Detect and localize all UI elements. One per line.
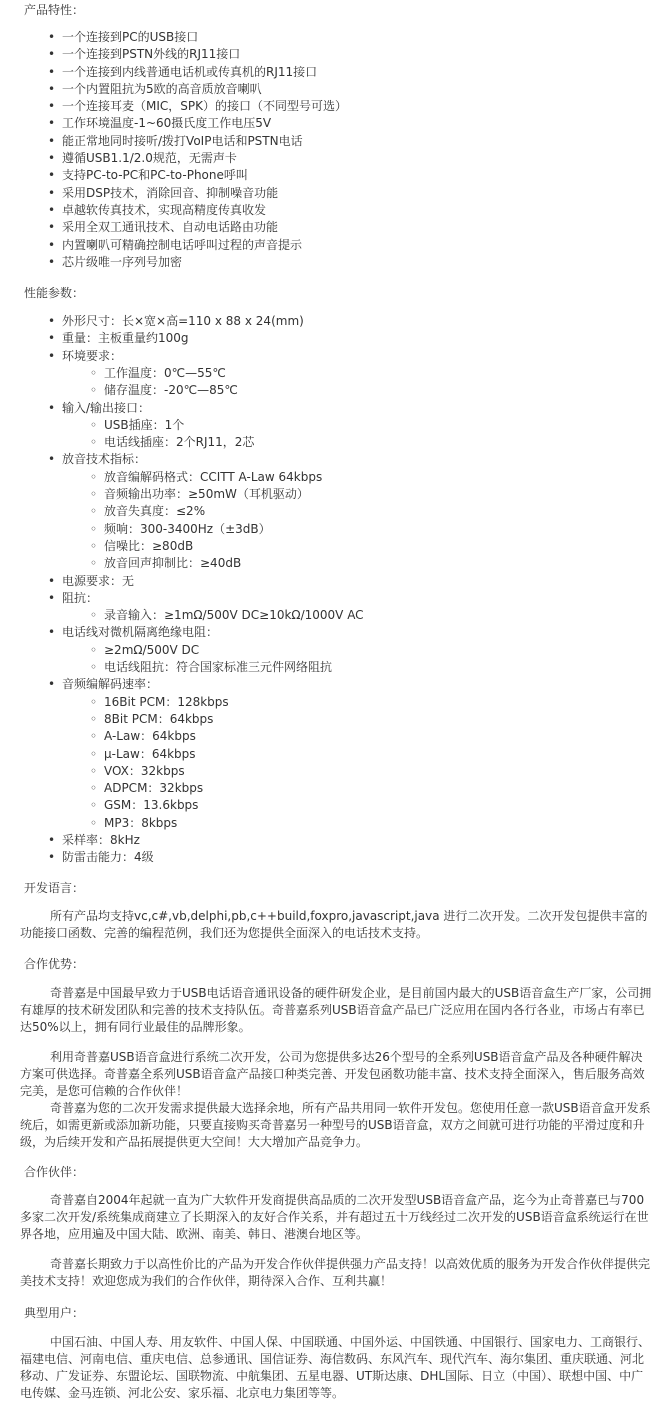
spec-item: • 输入/输出接口： bbox=[46, 400, 646, 417]
spec-subitem: ◦ μ-Law：64kbps bbox=[88, 746, 648, 763]
advantages-paragraph-2: 利用奇普嘉USB语音盒进行系统二次开发，公司为您提供多达26个型号的全系列USB语音盒产品及各种硬件解决方案可供选择。奇普嘉全系列USB语音盒产品接口种类完善、开发包函数功能丰富、技术支持全面深入，售后服务高效完美，是您可信赖的合作伙伴！ bbox=[20, 1050, 645, 1098]
spec-subitem: ◦ 电话线插座：2个RJ11，2芯 bbox=[88, 434, 648, 451]
spec-subitem: ◦ 放音失真度：≤2% bbox=[88, 503, 648, 520]
spec-subitem: ◦ GSM：13.6kbps bbox=[88, 797, 648, 814]
feature-item: • 一个连接耳麦（MIC，SPK）的接口（不同型号可选） bbox=[46, 98, 646, 115]
spec-item: • 电话线对微机隔离绝缘电阻： bbox=[46, 624, 646, 641]
spec-item: • 外形尺寸：长×宽×高=110 x 88 x 24(mm) bbox=[46, 313, 646, 330]
spec-subitem: ◦ 信噪比：≥80dB bbox=[88, 538, 648, 555]
spec-subitem: ◦ 音频输出功率：≥50mW（耳机驱动） bbox=[88, 486, 648, 503]
spec-item: • 重量：主板重量约100g bbox=[46, 330, 646, 347]
feature-item: • 采用全双工通讯技术、自动电话路由功能 bbox=[46, 219, 646, 236]
spec-subitem: ◦ 放音编解码格式：CCITT A-Law 64kbps bbox=[88, 469, 648, 486]
spec-subitem: ◦ ≥2mΩ/500V DC bbox=[88, 642, 648, 659]
advantages-heading: 合作优势： bbox=[24, 957, 85, 971]
feature-item: • 卓越软传真技术，实现高精度传真收发 bbox=[46, 202, 646, 219]
advantages-paragraph-3: 奇普嘉为您的二次开发需求提供最大选择余地，所有产品共用同一软件开发包。您使用任意一款USB语音盒开发系统后，如需更新或添加新功能，只要直接购买奇普嘉另一种型号的USB语音盒，双方之间就可进行功能的平滑过度和升级，为后续开发和产品拓展提供更大空间！大大增加产品竞争力。 bbox=[20, 1101, 651, 1149]
users-heading: 典型用户： bbox=[24, 1306, 85, 1320]
dev-lang-paragraph: 所有产品均支持vc,c#,vb,delphi,pb,c++build,foxpro,javascript,java 进行二次开发。二次开发包提供丰富的功能接口函数、完善的编程范例，我们还为您提供全面深入的电话技术支持。 bbox=[20, 909, 648, 940]
spec-item: • 环境要求： bbox=[46, 348, 646, 365]
feature-item: • 一个连接到内线普通电话机或传真机的RJ11接口 bbox=[46, 64, 646, 81]
dev-lang-heading: 开发语言： bbox=[24, 881, 85, 895]
spec-subitem: ◦ 频响：300-3400Hz（±3dB） bbox=[88, 521, 648, 538]
spec-subitem: ◦ USB插座：1个 bbox=[88, 417, 648, 434]
spec-subitem: ◦ MP3：8kbps bbox=[88, 815, 648, 832]
spec-item: • 防雷击能力：4级 bbox=[46, 849, 646, 866]
spec-item: • 阻抗： bbox=[46, 590, 646, 607]
spec-item: • 音频编解码速率： bbox=[46, 676, 646, 693]
partners-paragraph-1: 奇普嘉自2004年起就一直为广大软件开发商提供高品质的二次开发型USB语音盒产品，迄今为止奇普嘉已与700多家二次开发/系统集成商建立了长期深入的友好合作关系，并有超过五十万线经过二次开发的USB语音盒系统运行在世界各地，应用遍及中国大陆、欧洲、南美、韩日、港澳台地区等。 bbox=[20, 1193, 649, 1241]
spec-item: • 电源要求：无 bbox=[46, 573, 646, 590]
advantages-paragraph-1: 奇普嘉是中国最早致力于USB电话语音通讯设备的硬件研发企业，是目前国内最大的USB语音盒生产厂家，公司拥有雄厚的技术研发团队和完善的技术支持队伍。奇普嘉系列USB语音盒产品已广泛应用在国内各行各业，市场占有率已达50%以上，拥有同行业最佳的品牌形象。 bbox=[20, 986, 652, 1034]
feature-item: • 内置喇叭可精确控制电话呼叫过程的声音提示 bbox=[46, 237, 646, 254]
feature-item: • 一个连接到PSTN外线的RJ11接口 bbox=[46, 46, 646, 63]
features-heading: 产品特性： bbox=[24, 3, 85, 17]
partners-heading: 合作伙伴： bbox=[24, 1165, 85, 1179]
spec-item: • 放音技术指标： bbox=[46, 451, 646, 468]
spec-subitem: ◦ 16Bit PCM：128kbps bbox=[88, 694, 648, 711]
spec-subitem: ◦ ADPCM：32kbps bbox=[88, 780, 648, 797]
feature-item: • 遵循USB1.1/2.0规范，无需声卡 bbox=[46, 150, 646, 167]
spec-subitem: ◦ 放音回声抑制比：≥40dB bbox=[88, 555, 648, 572]
feature-item: • 采用DSP技术，消除回音、抑制噪音功能 bbox=[46, 185, 646, 202]
feature-item: • 一个连接到PC的USB接口 bbox=[46, 29, 646, 46]
feature-item: • 一个内置阻抗为5欧的高音质放音喇叭 bbox=[46, 81, 646, 98]
feature-item: • 支持PC-to-PC和PC-to-Phone呼叫 bbox=[46, 167, 646, 184]
feature-item: • 芯片级唯一序列号加密 bbox=[46, 254, 646, 271]
spec-item: • 采样率：8kHz bbox=[46, 832, 646, 849]
feature-item: • 工作环境温度-1~60摄氏度工作电压5V bbox=[46, 115, 646, 132]
spec-subitem: ◦ 电话线阻抗：符合国家标准三元件网络阻抗 bbox=[88, 659, 648, 676]
feature-item: • 能正常地同时接听/拨打VoIP电话和PSTN电话 bbox=[46, 133, 646, 150]
spec-subitem: ◦ 8Bit PCM：64kbps bbox=[88, 711, 648, 728]
features-list bbox=[46, 29, 646, 271]
specs-heading: 性能参数： bbox=[24, 286, 85, 300]
spec-subitem: ◦ A-Law：64kbps bbox=[88, 728, 648, 745]
users-paragraph: 中国石油、中国人寿、用友软件、中国人保、中国联通、中国外运、中国铁通、中国银行、国家电力、工商银行、福建电信、河南电信、重庆电信、总参通讯、国信证券、海信数码、东风汽车、现代汽车、海尔集团、重庆联通、河北移动、广发证券、东盟论坛、国联物流、中航集团、五星电器、UT斯达康、DHL国际、日立（中国）、联想中国、中广电传媒、金马连锁、河北公安、家乐福、北京电力集团等等。 bbox=[20, 1335, 651, 1400]
spec-subitem: ◦ VOX：32kbps bbox=[88, 763, 648, 780]
partners-paragraph-2: 奇普嘉长期致力于以高性价比的产品为开发合作伙伴提供强力产品支持！以高效优质的服务为开发合作伙伴提供完美技术支持！欢迎您成为我们的合作伙伴，期待深入合作、互利共赢！ bbox=[20, 1257, 651, 1288]
spec-subitem: ◦ 储存温度：-20℃—85℃ bbox=[88, 382, 648, 399]
spec-subitem: ◦ 录音输入：≥1mΩ/500V DC≥10kΩ/1000V AC bbox=[88, 607, 648, 624]
spec-subitem: ◦ 工作温度：0℃—55℃ bbox=[88, 365, 648, 382]
